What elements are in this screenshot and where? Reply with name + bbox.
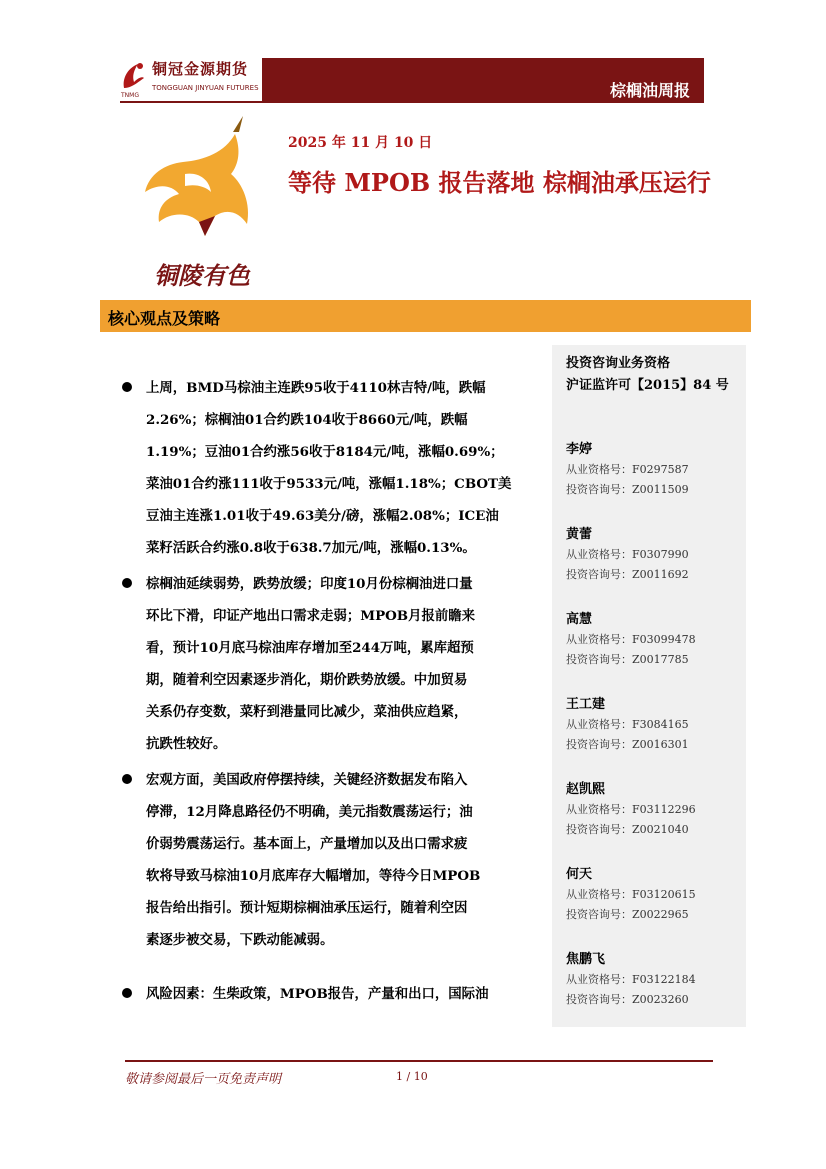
analyst-entry [566,780,696,840]
point-line: 期，随着利空因素逐步消化，期价跌势放缓。中加贸易 [146,672,468,688]
bullet-icon [122,578,132,588]
bullet-icon [122,382,132,392]
analyst-name: 何天 [566,867,593,882]
analyst-name: 高慧 [566,612,593,627]
point-line: 宏观方面，美国政府停摆持续，关键经济数据发布陷入 [146,772,468,788]
analyst-name: 王工建 [566,697,606,712]
point-line: 关系仍存变数，菜籽到港量同比减少，菜油供应趋紧， [146,704,468,720]
report-title: 等待 MPOB 报告落地 棕榈油承压运行 [288,168,711,197]
core-views-list [118,372,548,1014]
analyst-entry [566,695,689,755]
point-line: 环比下滑，印证产地出口需求走弱；MPOB月报前瞻来 [146,608,476,624]
footer-divider [125,1060,713,1062]
disclaimer-note: 敬请参阅最后一页免责声明 [125,1072,282,1087]
analyst-advisory: 投资咨询号：Z0022965 [566,908,689,921]
brand-logo-icon [120,58,146,92]
point-line: 豆油主连涨1.01收于49.63美分/磅，涨幅2.08%；ICE油 [146,508,499,524]
analyst-name: 焦鹏飞 [566,952,606,967]
analyst-name: 赵凯熙 [566,782,606,797]
emblem-caption: 铜陵有色 [154,261,250,290]
company-emblem-icon [135,112,270,297]
header-divider [120,101,704,103]
list-item [118,568,548,760]
analyst-entry [566,950,696,1010]
analyst-cert: 从业资格号：F0297587 [566,463,689,476]
point-line: 棕榈油延续弱势，跌势放缓；印度10月份棕榈油进口量 [146,576,473,592]
analyst-name: 黄蕾 [566,527,593,542]
point-line: 看，预计10月底马棕油库存增加至244万吨，累库超预 [146,640,474,656]
analyst-advisory: 投资咨询号：Z0011509 [566,483,689,496]
point-line: 菜油01合约涨111收于9533元/吨，涨幅1.18%；CBOT美 [146,476,512,492]
point-line: 停滞，12月降息路径仍不明确，美元指数震荡运行；油 [146,804,473,820]
page-number: 1 / 10 [396,1070,428,1083]
analyst-advisory: 投资咨询号：Z0017785 [566,653,689,666]
analyst-entry [566,440,689,500]
point-line: 2.26%；棕榈油01合约跌104收于8660元/吨，跌幅 [146,412,468,428]
analyst-panel [552,345,746,1027]
list-item [118,372,548,564]
analyst-advisory: 投资咨询号：Z0016301 [566,738,689,751]
analyst-entry [566,865,696,925]
point-line: 报告给出指引。预计短期棕榈油承压运行，随着利空因 [146,900,468,916]
point-line: 素逐步被交易，下跌动能减弱。 [146,932,334,948]
brand-abbreviation: TNMG [121,92,139,99]
list-item [118,764,548,956]
section-title: 核心观点及策略 [108,309,221,328]
brand-english-name: TONGGUAN JINYUAN FUTURES [152,84,259,92]
point-line: 风险因素：生柴政策，MPOB报告，产量和出口，国际油 [146,986,489,1002]
analyst-entry [566,610,696,670]
analyst-cert: 从业资格号：F03099478 [566,633,696,646]
bullet-icon [122,774,132,784]
analyst-cert: 从业资格号：F03120615 [566,888,696,901]
list-item [118,978,548,1010]
report-type-label: 棕榈油周报 [609,81,690,100]
analyst-cert: 从业资格号：F03122184 [566,973,696,986]
qualification-block [566,353,729,397]
qualification-title: 投资咨询业务资格 [566,356,671,371]
bullet-icon [122,988,132,998]
header-bar [262,58,704,103]
point-line: 上周，BMD马棕油主连跌95收于4110林吉特/吨，跌幅 [146,380,486,396]
analyst-name: 李婷 [566,442,593,457]
analyst-entry [566,525,689,585]
analyst-cert: 从业资格号：F03112296 [566,803,696,816]
point-line: 菜籽活跃合约涨0.8收于638.7加元/吨，涨幅0.13%。 [146,540,476,556]
analyst-advisory: 投资咨询号：Z0023260 [566,993,689,1006]
analyst-advisory: 投资咨询号：Z0011692 [566,568,689,581]
qualification-license: 沪证监许可【2015】84 号 [566,378,729,393]
analyst-cert: 从业资格号：F3084165 [566,718,689,731]
brand-name: 铜冠金源期货 [152,60,249,78]
point-line: 价弱势震荡运行。基本面上，产量增加以及出口需求疲 [146,836,468,852]
section-bar [100,300,751,332]
analyst-cert: 从业资格号：F0307990 [566,548,689,561]
point-line: 1.19%；豆油01合约涨56收于8184元/吨，涨幅0.69%； [146,444,504,460]
analyst-advisory: 投资咨询号：Z0021040 [566,823,689,836]
report-date: 2025 年 11 月 10 日 [288,135,433,151]
point-line: 软将导致马棕油10月底库存大幅增加，等待今日MPOB [146,868,481,884]
point-line: 抗跌性较好。 [146,736,227,752]
